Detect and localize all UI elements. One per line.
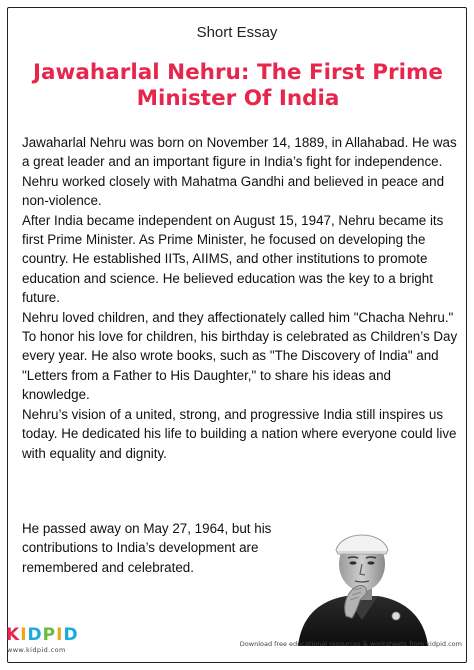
paragraph-1: Jawaharlal Nehru was born on November 14, 1889, in Allahabad. He was a great leader and an important figure in India’s fight for independence. Nehru worked closely with Mahatma Gandhi and believed in peace and non-violence. xyxy=(22,135,457,209)
title-line-2: Minister Of India xyxy=(136,86,340,111)
portrait-illustration xyxy=(288,520,436,646)
logo-letter-d: D xyxy=(27,625,43,645)
logo-letter-p: P xyxy=(42,625,57,645)
title-line-1: Jawaharlal Nehru: The First Prime xyxy=(33,60,443,85)
portrait-image xyxy=(288,520,436,646)
paragraph-3: Nehru loved children, and they affectionately called him "Chacha Nehru." To honor his love for children, his birthday is celebrated as Children’s Day every year. He also wrote books, such as "The Discovery of India" and "Letters from a Father to His Daughter," to share his ideas and knowledge. xyxy=(22,309,458,403)
page-title xyxy=(18,60,458,112)
logo-letter-i2: I xyxy=(56,625,64,645)
paragraph-4: Nehru’s vision of a united, strong, and progressive India still inspires us today. He dedicated his life to building a nation where everyone could live with equality and dignity. xyxy=(22,406,457,461)
footer-note: Download free educational resources & worksheets from kidpid.com xyxy=(239,640,462,648)
essay-body xyxy=(22,133,462,463)
essay-type-label: Short Essay xyxy=(196,24,278,41)
paragraph-2: After India became independent on August 15, 1947, Nehru became its first Prime Minister. As Prime Minister, he focused on developing the country. He established IITs, AIIMS, and other institutions to promote education and science. He believed education was the key to a bright future. xyxy=(22,212,444,306)
logo-letter-k: K xyxy=(6,625,21,645)
kidpid-logo[interactable] xyxy=(6,626,79,644)
logo-letter-d2: D xyxy=(63,625,79,645)
closing-paragraph: He passed away on May 27, 1964, but his contributions to India’s development are remembered and celebrated. xyxy=(22,521,272,575)
essay-page xyxy=(7,7,467,663)
site-url[interactable]: www.kidpid.com xyxy=(7,646,66,654)
logo-letter-i: I xyxy=(20,625,28,645)
